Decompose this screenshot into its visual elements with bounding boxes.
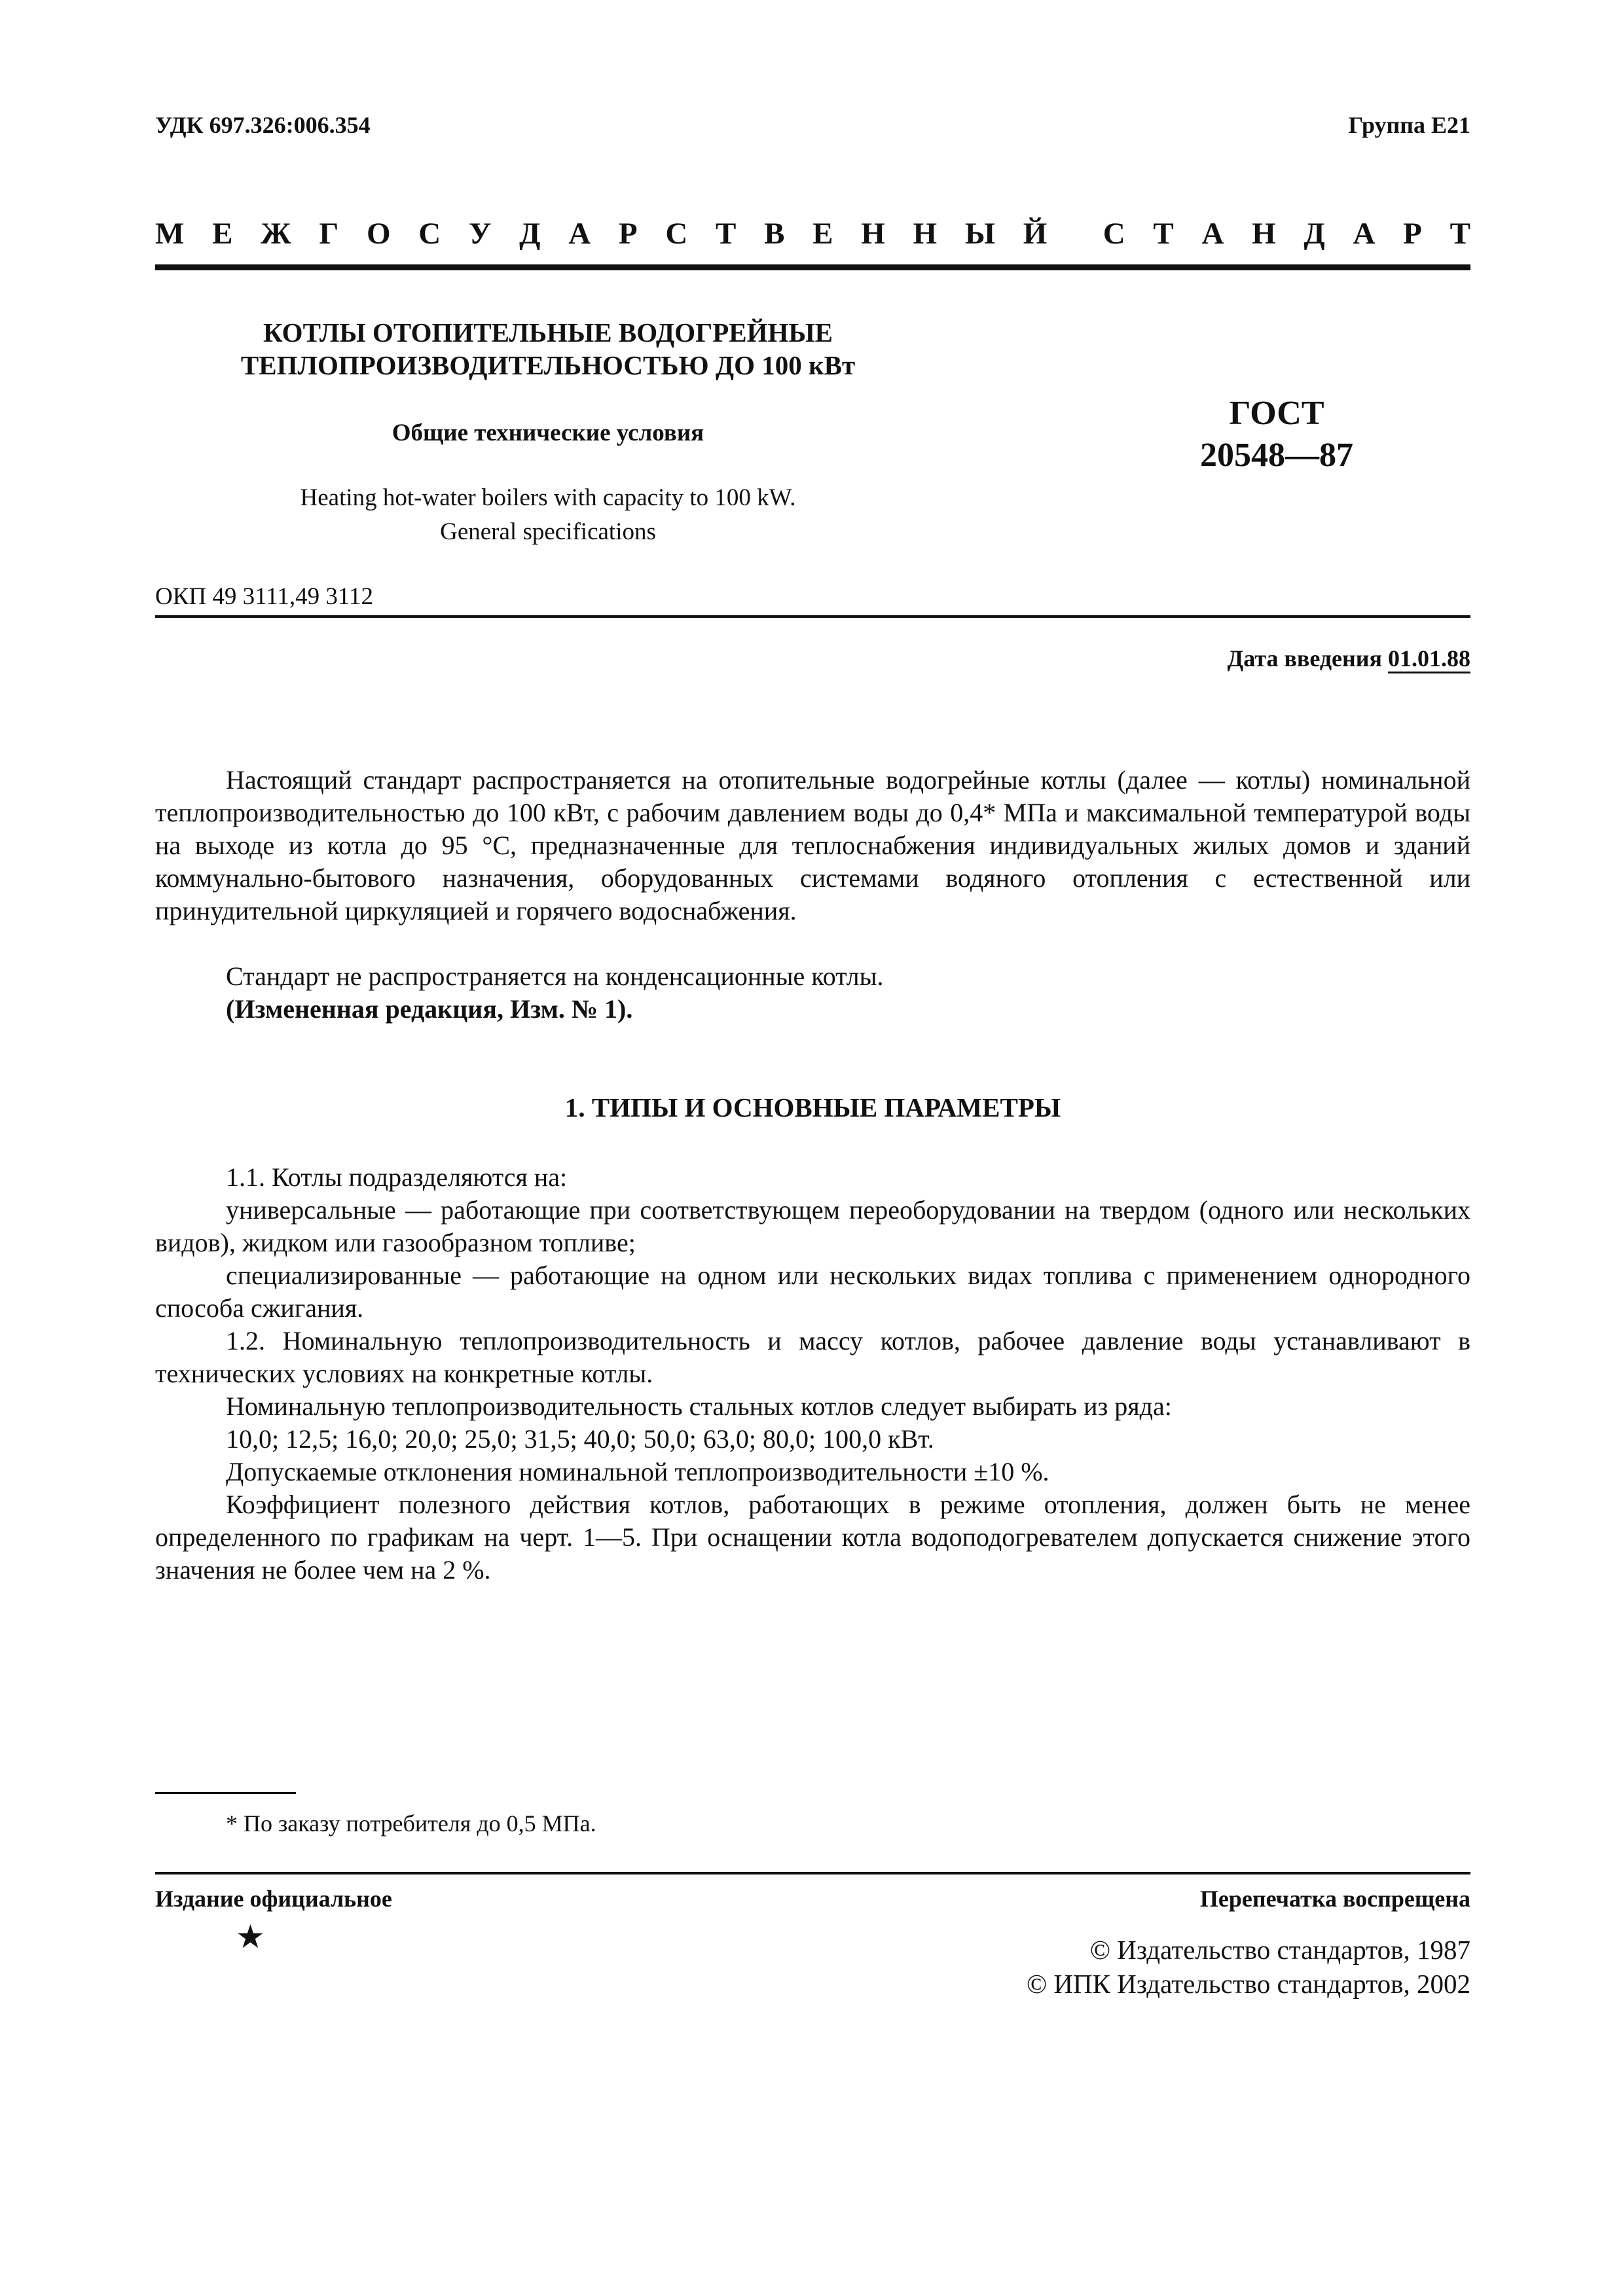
official-edition: Издание официальное bbox=[155, 1886, 392, 1912]
copyright bbox=[1027, 1933, 1470, 2001]
banner-letter: О bbox=[367, 217, 391, 251]
section-paragraph: 1.2. Номинальную теплопроизводительность и массу котлов, рабочее давление воды устанавливают в технических условиях на конкретные котлы. bbox=[155, 1326, 1470, 1388]
copyright-line: © ИПК Издательство стандартов, 2002 bbox=[1026, 1969, 1470, 1999]
star-icon: ★ bbox=[236, 1918, 265, 1955]
amendment-note: (Измененная редакция, Изм. № 1). bbox=[226, 994, 633, 1024]
section-paragraph: Номинальную теплопроизводительность стальных котлов следует выбирать из ряда: bbox=[226, 1391, 1172, 1421]
group-code: Группа Е21 bbox=[1348, 112, 1470, 138]
interstate-standard-banner bbox=[155, 216, 1470, 251]
section-paragraph: универсальные — работающие при соответствующем переоборудовании на твердом (одного или нескольких видов), жидком или газообразном топливе; bbox=[155, 1195, 1470, 1257]
banner-letter: М bbox=[155, 217, 185, 251]
banner-letter: Т bbox=[1153, 217, 1174, 251]
section-heading: 1. ТИПЫ И ОСНОВНЫЕ ПАРАМЕТРЫ bbox=[564, 1092, 1061, 1122]
banner-letter: Ж bbox=[261, 217, 291, 251]
title-line: ТЕПЛОПРОИЗВОДИТЕЛЬНОСТЬЮ ДО 100 кВт bbox=[240, 350, 856, 380]
banner-letter: Д bbox=[1304, 217, 1325, 251]
intro-paragraph: Стандарт не распространяется на конденсационные котлы. bbox=[226, 961, 884, 991]
gost-label: ГОСТ bbox=[1229, 395, 1324, 432]
banner-letter: Т bbox=[716, 217, 737, 251]
section-paragraph: 1.1. Котлы подразделяются на: bbox=[226, 1162, 568, 1192]
date-value: 01.01.88 bbox=[1388, 645, 1470, 672]
banner-letter: У bbox=[468, 217, 492, 251]
copyright-line: © Издательство стандартов, 1987 bbox=[1089, 1935, 1470, 1965]
footer-divider bbox=[155, 1872, 1470, 1874]
banner-letter: Н bbox=[913, 217, 938, 251]
english-title-line: General specifications bbox=[440, 518, 656, 545]
document-subtitle: Общие технические условия bbox=[392, 420, 704, 446]
english-title bbox=[155, 481, 941, 549]
footnote: * По заказу потребителя до 0,5 МПа. bbox=[226, 1810, 596, 1837]
date-label: Дата введения bbox=[1227, 645, 1382, 672]
banner-letter: Р bbox=[618, 217, 638, 251]
document-title bbox=[155, 316, 941, 382]
banner-letter: Ы bbox=[964, 217, 995, 251]
udk-code: УДК 697.326:006.354 bbox=[155, 112, 371, 138]
header-divider bbox=[155, 264, 1470, 270]
banner-letter: Н bbox=[1252, 217, 1276, 251]
gost-designation bbox=[1113, 393, 1440, 476]
section-paragraph: Допускаемые отклонения номинальной теплопроизводительности ±10 %. bbox=[226, 1457, 1049, 1486]
okp-divider bbox=[155, 615, 1470, 618]
banner-letter: С bbox=[1103, 217, 1125, 251]
banner-letter: Й bbox=[1023, 217, 1048, 251]
gost-number: 20548—87 bbox=[1200, 437, 1353, 474]
reprint-prohibited: Перепечатка воспрещена bbox=[1199, 1886, 1470, 1912]
banner-letter: Н bbox=[861, 217, 885, 251]
banner-letter: Е bbox=[812, 217, 833, 251]
banner-letter: С bbox=[418, 217, 441, 251]
banner-letter: Д bbox=[519, 217, 541, 251]
section-paragraph: специализированные — работающие на одном или нескольких видах топлива с применением однородного способа сжигания. bbox=[155, 1261, 1470, 1323]
okp-code: ОКП 49 3111,49 3112 bbox=[155, 583, 373, 610]
english-title-line: Heating hot-water boilers with capacity to 100 kW. bbox=[300, 484, 796, 511]
banner-letter: Т bbox=[1450, 217, 1470, 251]
banner-letter: А bbox=[568, 217, 591, 251]
section-paragraph: Коэффициент полезного действия котлов, работающих в режиме отопления, должен быть не менее определенного по графикам на черт. 1—5. При оснащении котла водоподогревателем допускается снижение этого значения не более чем на 2 %. bbox=[155, 1490, 1470, 1585]
banner-letter: А bbox=[1201, 217, 1224, 251]
banner-letter: В bbox=[764, 217, 785, 251]
banner-letter: Г bbox=[319, 217, 339, 251]
footnote-divider bbox=[155, 1792, 296, 1794]
intro-paragraph: Настоящий стандарт распространяется на отопительные водогрейные котлы (далее — котлы) номинальной теплопроизводительностью до 100 кВт, с рабочим давлением воды до 0,4* МПа и максимальной температурой воды на выходе из котла до 95 °С, предназначенные для теплоснабжения индивидуальных жилых домов и зданий коммунально-бытового назначения, оборудованных системами водяного отопления с естественной или принудительной циркуляцией и горячего водоснабжения. bbox=[155, 765, 1470, 925]
title-line: КОТЛЫ ОТОПИТЕЛЬНЫЕ ВОДОГРЕЙНЫЕ bbox=[263, 317, 833, 348]
effective-date bbox=[1228, 645, 1471, 672]
banner-letter: Е bbox=[212, 217, 233, 251]
banner-letter: Р bbox=[1403, 217, 1422, 251]
section-paragraph: 10,0; 12,5; 16,0; 20,0; 25,0; 31,5; 40,0; 50,0; 63,0; 80,0; 100,0 кВт. bbox=[226, 1424, 934, 1454]
banner-letter: С bbox=[665, 217, 688, 251]
banner-letter: А bbox=[1353, 217, 1376, 251]
